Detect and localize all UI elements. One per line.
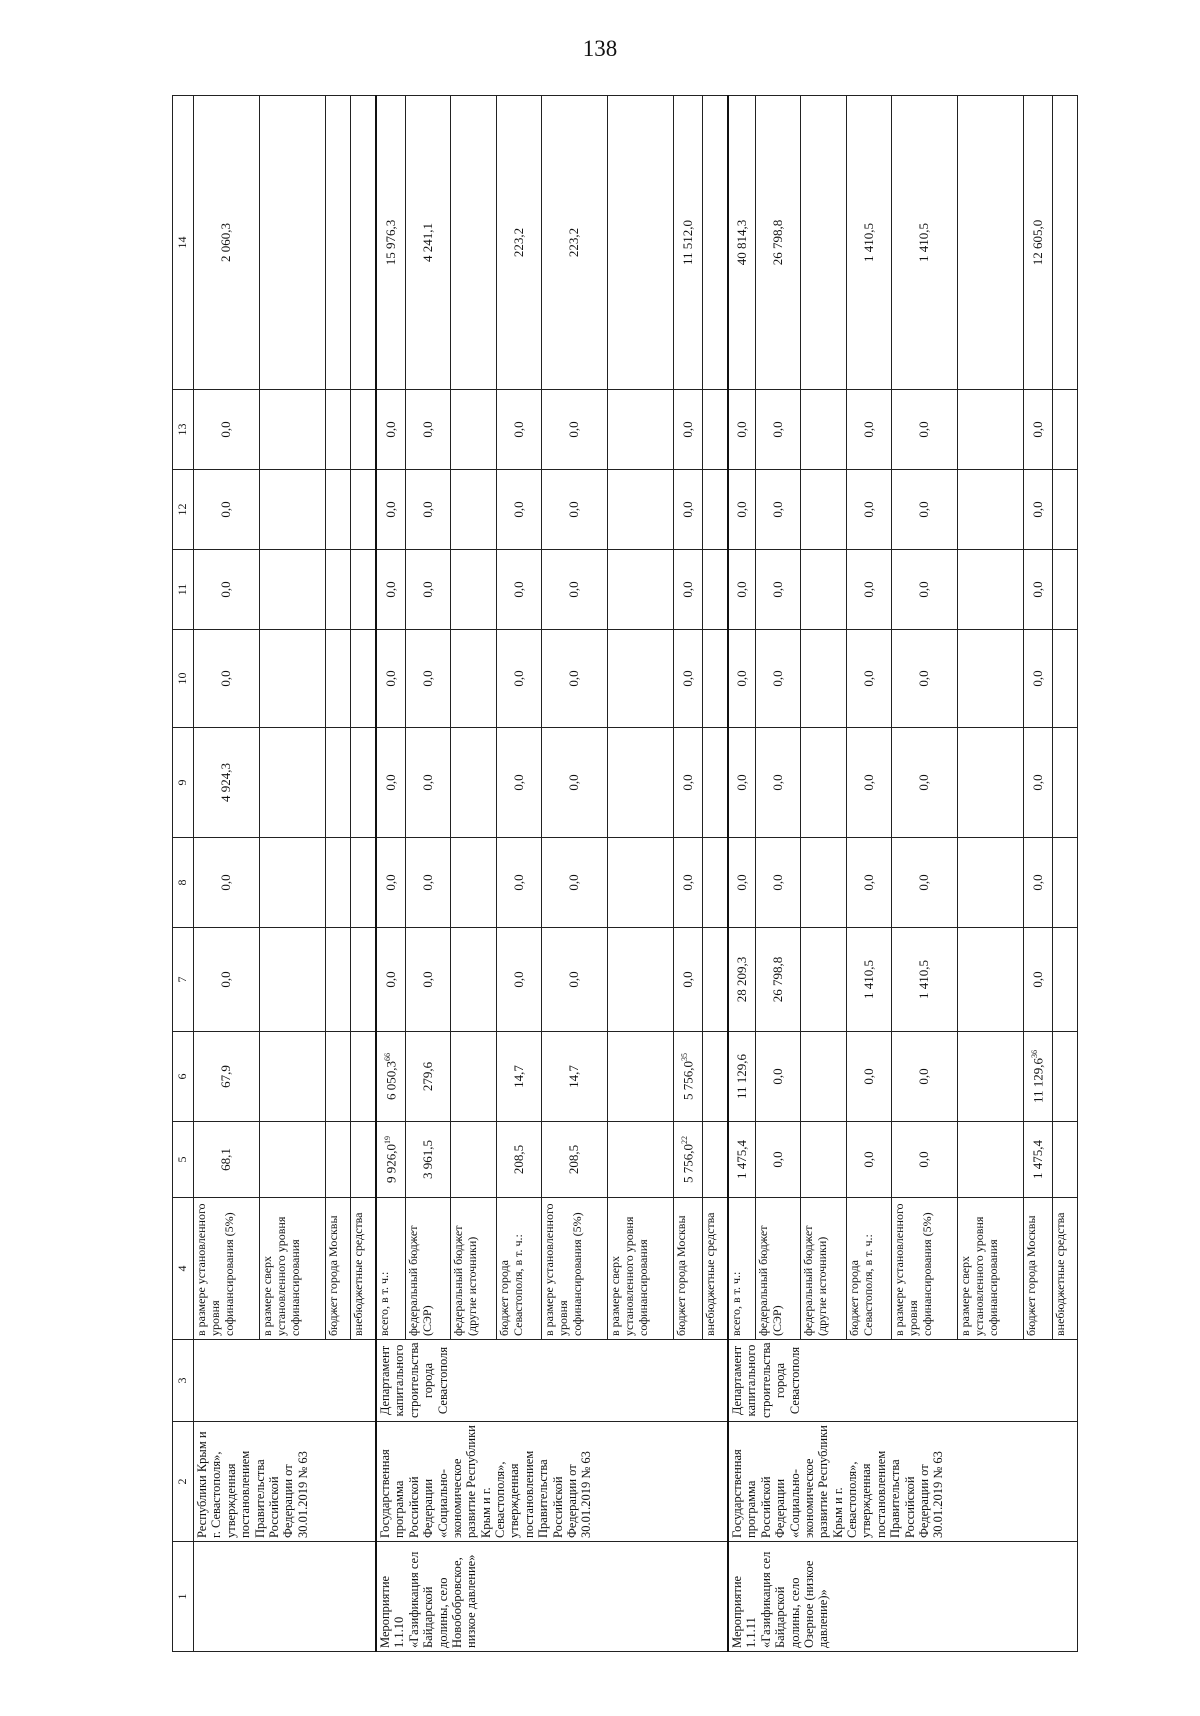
value-cell-col-14 xyxy=(608,96,674,390)
value-cell-col-7: 0,0 xyxy=(496,928,541,1032)
value-cell-col-11 xyxy=(350,550,376,630)
value-cell-col-8: 0,0 xyxy=(674,838,703,928)
value-cell-col-7 xyxy=(702,928,728,1032)
value-cell-col-12: 0,0 xyxy=(1024,470,1053,550)
value-cell-col-10 xyxy=(350,630,376,728)
funding-source-cell: в размере сверх установленного уровня софинансирования xyxy=(608,1198,674,1340)
value-cell-col-6: 11 129,6$^{36}$ xyxy=(1024,1032,1053,1122)
column-header-3: 3 xyxy=(173,1340,194,1422)
executor-cell xyxy=(194,1340,377,1422)
value-cell-col-13 xyxy=(325,390,350,470)
value-cell-col-8 xyxy=(451,838,496,928)
value-cell-col-10 xyxy=(702,630,728,728)
column-header-13: 13 xyxy=(173,390,194,470)
value-cell-col-7: 0,0 xyxy=(542,928,608,1032)
value-cell-col-12: 0,0 xyxy=(194,470,260,550)
value-cell-col-14: 1 410,5 xyxy=(892,96,958,390)
funding-source-cell: всего, в т. ч.: xyxy=(728,1198,755,1340)
value-cell-col-9: 4 924,3 xyxy=(194,728,260,838)
value-cell-col-8 xyxy=(702,838,728,928)
value-cell-col-8: 0,0 xyxy=(892,838,958,928)
value-cell-col-8 xyxy=(1052,838,1077,928)
value-cell-col-9 xyxy=(801,728,846,838)
value-cell-col-13: 0,0 xyxy=(405,390,450,470)
value-cell-col-11 xyxy=(801,550,846,630)
value-cell-col-5: 3 961,5 xyxy=(405,1122,450,1198)
value-cell-col-5 xyxy=(608,1122,674,1198)
value-cell-col-6 xyxy=(1052,1032,1077,1122)
value-cell-col-9 xyxy=(325,728,350,838)
value-cell-col-6 xyxy=(451,1032,496,1122)
value-cell-col-14 xyxy=(451,96,496,390)
value-cell-col-6 xyxy=(702,1032,728,1122)
value-cell-col-10: 0,0 xyxy=(674,630,703,728)
value-cell-col-7 xyxy=(350,928,376,1032)
column-header-7: 7 xyxy=(173,928,194,1032)
measure-name-cell: Мероприятие 1.1.11 «Газификация сел Байдарской долины, село Озерное (низкое давление)» xyxy=(728,1542,1077,1652)
value-cell-col-7: 0,0 xyxy=(1024,928,1053,1032)
table-row xyxy=(376,96,405,1652)
value-cell-col-5 xyxy=(350,1122,376,1198)
value-cell-col-7: 0,0 xyxy=(194,928,260,1032)
value-cell-col-8: 0,0 xyxy=(728,838,755,928)
funding-source-cell: внебюджетные средства xyxy=(1052,1198,1077,1340)
column-header-1: 1 xyxy=(173,1542,194,1652)
value-cell-col-9 xyxy=(451,728,496,838)
value-cell-col-9: 0,0 xyxy=(405,728,450,838)
value-cell-col-12: 0,0 xyxy=(892,470,958,550)
value-cell-col-9: 0,0 xyxy=(1024,728,1053,838)
funding-source-cell: в размере сверх установленного уровня софинансирования xyxy=(259,1198,325,1340)
value-cell-col-13: 0,0 xyxy=(755,390,800,470)
value-cell-col-7: 1 410,5 xyxy=(846,928,891,1032)
value-cell-col-14 xyxy=(801,96,846,390)
value-cell-col-14 xyxy=(259,96,325,390)
value-cell-col-5 xyxy=(958,1122,1024,1198)
value-cell-col-8 xyxy=(608,838,674,928)
value-cell-col-6 xyxy=(608,1032,674,1122)
value-cell-col-13 xyxy=(608,390,674,470)
program-cell: Государственная программа Российской Федерации «Социально-экономическое развитие Республики Крым и г. Севастополя», утвержденная постановлением Правительства Российской Федерации от 30.01.2019 № 63 xyxy=(376,1422,728,1542)
value-cell-col-8: 0,0 xyxy=(194,838,260,928)
value-cell-col-10 xyxy=(325,630,350,728)
value-cell-col-5 xyxy=(259,1122,325,1198)
value-cell-col-11 xyxy=(259,550,325,630)
value-cell-col-14 xyxy=(958,96,1024,390)
value-cell-col-13: 0,0 xyxy=(1024,390,1053,470)
column-header-9: 9 xyxy=(173,728,194,838)
funding-source-cell: внебюджетные средства xyxy=(350,1198,376,1340)
value-cell-col-5: 208,5 xyxy=(496,1122,541,1198)
program-cell: Государственная программа Российской Федерации «Социально-экономическое развитие Республики Крым и г. Севастополя», утвержденная постановлением Правительства Российской Федерации от 30.01.2019 № 63 xyxy=(728,1422,1077,1542)
footnote-marker: 36 xyxy=(1029,1049,1039,1058)
value-cell-col-12: 0,0 xyxy=(542,470,608,550)
value-cell-col-12: 0,0 xyxy=(846,470,891,550)
value-cell-col-11: 0,0 xyxy=(542,550,608,630)
footnote-marker: 19 xyxy=(382,1136,392,1144)
value-cell-col-5 xyxy=(451,1122,496,1198)
value-cell-col-13 xyxy=(958,390,1024,470)
value-cell-col-11 xyxy=(958,550,1024,630)
value-cell-col-6: 14,7 xyxy=(542,1032,608,1122)
value-cell-col-8: 0,0 xyxy=(1024,838,1053,928)
column-header-2: 2 xyxy=(173,1422,194,1542)
value-cell-col-9 xyxy=(350,728,376,838)
value-cell-col-14 xyxy=(1052,96,1077,390)
column-header-8: 8 xyxy=(173,838,194,928)
value-cell-col-7: 0,0 xyxy=(376,928,405,1032)
value-cell-col-6 xyxy=(350,1032,376,1122)
value-cell-col-12: 0,0 xyxy=(496,470,541,550)
value-cell-col-12 xyxy=(801,470,846,550)
value-cell-col-8 xyxy=(259,838,325,928)
value-cell-col-7: 26 798,8 xyxy=(755,928,800,1032)
value-cell-col-13: 0,0 xyxy=(728,390,755,470)
value-cell-col-7 xyxy=(259,928,325,1032)
value-cell-col-5: 1 475,4 xyxy=(1024,1122,1053,1198)
footnote-marker: 66 xyxy=(382,1053,392,1061)
value-cell-col-6 xyxy=(801,1032,846,1122)
value-cell-col-8 xyxy=(801,838,846,928)
value-cell-col-10: 0,0 xyxy=(1024,630,1053,728)
funding-source-cell: в размере установленного уровня софинансирования (5%) xyxy=(194,1198,260,1340)
value-cell-col-9: 0,0 xyxy=(376,728,405,838)
value-cell-col-11: 0,0 xyxy=(674,550,703,630)
value-cell-col-8: 0,0 xyxy=(496,838,541,928)
value-cell-col-12 xyxy=(1052,470,1077,550)
funding-source-cell: бюджет города Москвы xyxy=(325,1198,350,1340)
value-cell-col-6 xyxy=(325,1032,350,1122)
value-cell-col-5 xyxy=(801,1122,846,1198)
value-cell-col-10: 0,0 xyxy=(194,630,260,728)
value-cell-col-6 xyxy=(259,1032,325,1122)
column-header-5: 5 xyxy=(173,1122,194,1198)
value-cell-col-8 xyxy=(958,838,1024,928)
value-cell-col-14 xyxy=(350,96,376,390)
program-cell: Республики Крым и г. Севастополя», утвержденная постановлением Правительства Российской Федерации от 30.01.2019 № 63 xyxy=(194,1422,377,1542)
value-cell-col-10 xyxy=(451,630,496,728)
value-cell-col-5 xyxy=(325,1122,350,1198)
column-header-4: 4 xyxy=(173,1198,194,1340)
value-cell-col-13: 0,0 xyxy=(674,390,703,470)
value-cell-col-7 xyxy=(325,928,350,1032)
value-cell-col-8: 0,0 xyxy=(846,838,891,928)
value-cell-col-8: 0,0 xyxy=(405,838,450,928)
column-header-14: 14 xyxy=(173,96,194,390)
value-cell-col-5: 0,0 xyxy=(846,1122,891,1198)
value-cell-col-5 xyxy=(702,1122,728,1198)
value-cell-col-6: 279,6 xyxy=(405,1032,450,1122)
value-cell-col-11 xyxy=(325,550,350,630)
value-cell-col-12 xyxy=(259,470,325,550)
value-cell-col-7 xyxy=(451,928,496,1032)
value-cell-col-5: 0,0 xyxy=(755,1122,800,1198)
column-header-10: 10 xyxy=(173,630,194,728)
funding-source-cell: федеральный бюджет (СЭР) xyxy=(755,1198,800,1340)
value-cell-col-9 xyxy=(259,728,325,838)
value-cell-col-5: 0,0 xyxy=(892,1122,958,1198)
value-cell-col-13: 0,0 xyxy=(892,390,958,470)
value-cell-col-8 xyxy=(325,838,350,928)
value-cell-col-9: 0,0 xyxy=(846,728,891,838)
funding-source-cell: федеральный бюджет (другие источники) xyxy=(801,1198,846,1340)
funding-source-cell: федеральный бюджет (другие источники) xyxy=(451,1198,496,1340)
budget-table xyxy=(172,95,1078,1652)
value-cell-col-10 xyxy=(608,630,674,728)
value-cell-col-9: 0,0 xyxy=(728,728,755,838)
value-cell-col-11: 0,0 xyxy=(728,550,755,630)
value-cell-col-7 xyxy=(958,928,1024,1032)
value-cell-col-10: 0,0 xyxy=(755,630,800,728)
value-cell-col-12 xyxy=(958,470,1024,550)
measure-name-cell xyxy=(194,1542,377,1652)
value-cell-col-10: 0,0 xyxy=(405,630,450,728)
value-cell-col-9: 0,0 xyxy=(674,728,703,838)
footnote-marker: 22 xyxy=(679,1136,689,1144)
funding-source-cell: бюджет города Москвы xyxy=(674,1198,703,1340)
value-cell-col-13: 0,0 xyxy=(542,390,608,470)
header-row xyxy=(173,96,194,1652)
value-cell-col-14 xyxy=(325,96,350,390)
value-cell-col-11: 0,0 xyxy=(846,550,891,630)
value-cell-col-11 xyxy=(608,550,674,630)
value-cell-col-5: 9 926,0$^{19}$ xyxy=(376,1122,405,1198)
value-cell-col-13 xyxy=(1052,390,1077,470)
value-cell-col-8: 0,0 xyxy=(542,838,608,928)
value-cell-col-12 xyxy=(451,470,496,550)
value-cell-col-10 xyxy=(1052,630,1077,728)
funding-source-cell: бюджет города Севастополя, в т. ч.: xyxy=(496,1198,541,1340)
value-cell-col-6: 14,7 xyxy=(496,1032,541,1122)
value-cell-col-12: 0,0 xyxy=(405,470,450,550)
value-cell-col-9: 0,0 xyxy=(496,728,541,838)
value-cell-col-10 xyxy=(259,630,325,728)
value-cell-col-8: 0,0 xyxy=(755,838,800,928)
value-cell-col-11 xyxy=(1052,550,1077,630)
value-cell-col-13 xyxy=(259,390,325,470)
funding-source-cell: в размере установленного уровня софинансирования (5%) xyxy=(542,1198,608,1340)
funding-source-cell: всего, в т. ч.: xyxy=(376,1198,405,1340)
value-cell-col-5: 208,5 xyxy=(542,1122,608,1198)
value-cell-col-10: 0,0 xyxy=(846,630,891,728)
value-cell-col-12: 0,0 xyxy=(376,470,405,550)
value-cell-col-7: 1 410,5 xyxy=(892,928,958,1032)
value-cell-col-12 xyxy=(325,470,350,550)
column-header-11: 11 xyxy=(173,550,194,630)
value-cell-col-14: 2 060,3 xyxy=(194,96,260,390)
value-cell-col-7: 0,0 xyxy=(674,928,703,1032)
value-cell-col-10 xyxy=(801,630,846,728)
value-cell-col-6: 67,9 xyxy=(194,1032,260,1122)
value-cell-col-11: 0,0 xyxy=(892,550,958,630)
value-cell-col-11: 0,0 xyxy=(376,550,405,630)
value-cell-col-6: 0,0 xyxy=(846,1032,891,1122)
value-cell-col-11: 0,0 xyxy=(405,550,450,630)
value-cell-col-13 xyxy=(451,390,496,470)
table-row xyxy=(194,96,260,1652)
executor-cell: Департамент капитального строительства города Севастополя xyxy=(728,1340,1077,1422)
value-cell-col-11 xyxy=(451,550,496,630)
rotated-table-wrapper xyxy=(172,96,1078,1652)
value-cell-col-14: 40 814,3 xyxy=(728,96,755,390)
value-cell-col-10 xyxy=(958,630,1024,728)
value-cell-col-7 xyxy=(801,928,846,1032)
value-cell-col-12: 0,0 xyxy=(728,470,755,550)
value-cell-col-12 xyxy=(702,470,728,550)
value-cell-col-13: 0,0 xyxy=(846,390,891,470)
column-header-12: 12 xyxy=(173,470,194,550)
funding-source-cell: бюджет города Севастополя, в т. ч.: xyxy=(846,1198,891,1340)
value-cell-col-14: 4 241,1 xyxy=(405,96,450,390)
value-cell-col-13 xyxy=(350,390,376,470)
value-cell-col-6 xyxy=(958,1032,1024,1122)
value-cell-col-13: 0,0 xyxy=(496,390,541,470)
value-cell-col-6: 11 129,6 xyxy=(728,1032,755,1122)
value-cell-col-10: 0,0 xyxy=(542,630,608,728)
value-cell-col-12 xyxy=(350,470,376,550)
value-cell-col-6: 6 050,3$^{66}$ xyxy=(376,1032,405,1122)
value-cell-col-12: 0,0 xyxy=(674,470,703,550)
table-row xyxy=(728,96,755,1652)
value-cell-col-11 xyxy=(702,550,728,630)
value-cell-col-5: 5 756,0$^{22}$ xyxy=(674,1122,703,1198)
value-cell-col-5 xyxy=(1052,1122,1077,1198)
value-cell-col-9 xyxy=(1052,728,1077,838)
value-cell-col-14 xyxy=(702,96,728,390)
value-cell-col-5: 1 475,4 xyxy=(728,1122,755,1198)
value-cell-col-13 xyxy=(702,390,728,470)
value-cell-col-6: 5 756,0$^{35}$ xyxy=(674,1032,703,1122)
value-cell-col-11: 0,0 xyxy=(755,550,800,630)
column-header-6: 6 xyxy=(173,1032,194,1122)
value-cell-col-6: 0,0 xyxy=(892,1032,958,1122)
funding-source-cell: внебюджетные средства xyxy=(702,1198,728,1340)
value-cell-col-9: 0,0 xyxy=(542,728,608,838)
value-cell-col-7: 28 209,3 xyxy=(728,928,755,1032)
value-cell-col-12 xyxy=(608,470,674,550)
value-cell-col-11: 0,0 xyxy=(194,550,260,630)
value-cell-col-7 xyxy=(608,928,674,1032)
value-cell-col-13 xyxy=(801,390,846,470)
value-cell-col-14: 223,2 xyxy=(496,96,541,390)
value-cell-col-9 xyxy=(702,728,728,838)
funding-source-cell: федеральный бюджет (СЭР) xyxy=(405,1198,450,1340)
measure-name-cell: Мероприятие 1.1.10 «Газификация сел Байдарской долины, село Новобобровское, низкое давление» xyxy=(376,1542,728,1652)
funding-source-cell: в размере установленного уровня софинансирования (5%) xyxy=(892,1198,958,1340)
value-cell-col-10: 0,0 xyxy=(892,630,958,728)
value-cell-col-13: 0,0 xyxy=(376,390,405,470)
value-cell-col-12: 0,0 xyxy=(755,470,800,550)
value-cell-col-5: 68,1 xyxy=(194,1122,260,1198)
value-cell-col-14: 26 798,8 xyxy=(755,96,800,390)
value-cell-col-14: 15 976,3 xyxy=(376,96,405,390)
value-cell-col-8 xyxy=(350,838,376,928)
footnote-marker: 35 xyxy=(679,1053,689,1061)
value-cell-col-9 xyxy=(958,728,1024,838)
value-cell-col-14: 11 512,0 xyxy=(674,96,703,390)
value-cell-col-7: 0,0 xyxy=(405,928,450,1032)
value-cell-col-14: 223,2 xyxy=(542,96,608,390)
value-cell-col-6: 0,0 xyxy=(755,1032,800,1122)
value-cell-col-14: 1 410,5 xyxy=(846,96,891,390)
value-cell-col-7 xyxy=(1052,928,1077,1032)
executor-cell: Департамент капитального строительства города Севастополя xyxy=(376,1340,728,1422)
value-cell-col-13: 0,0 xyxy=(194,390,260,470)
value-cell-col-11: 0,0 xyxy=(496,550,541,630)
value-cell-col-8: 0,0 xyxy=(376,838,405,928)
value-cell-col-9: 0,0 xyxy=(892,728,958,838)
value-cell-col-11: 0,0 xyxy=(1024,550,1053,630)
funding-source-cell: бюджет города Москвы xyxy=(1024,1198,1053,1340)
page-number: 138 xyxy=(582,36,618,61)
value-cell-col-10: 0,0 xyxy=(496,630,541,728)
funding-source-cell: в размере сверх установленного уровня софинансирования xyxy=(958,1198,1024,1340)
value-cell-col-9 xyxy=(608,728,674,838)
value-cell-col-14: 12 605,0 xyxy=(1024,96,1053,390)
value-cell-col-10: 0,0 xyxy=(728,630,755,728)
value-cell-col-10: 0,0 xyxy=(376,630,405,728)
value-cell-col-9: 0,0 xyxy=(755,728,800,838)
